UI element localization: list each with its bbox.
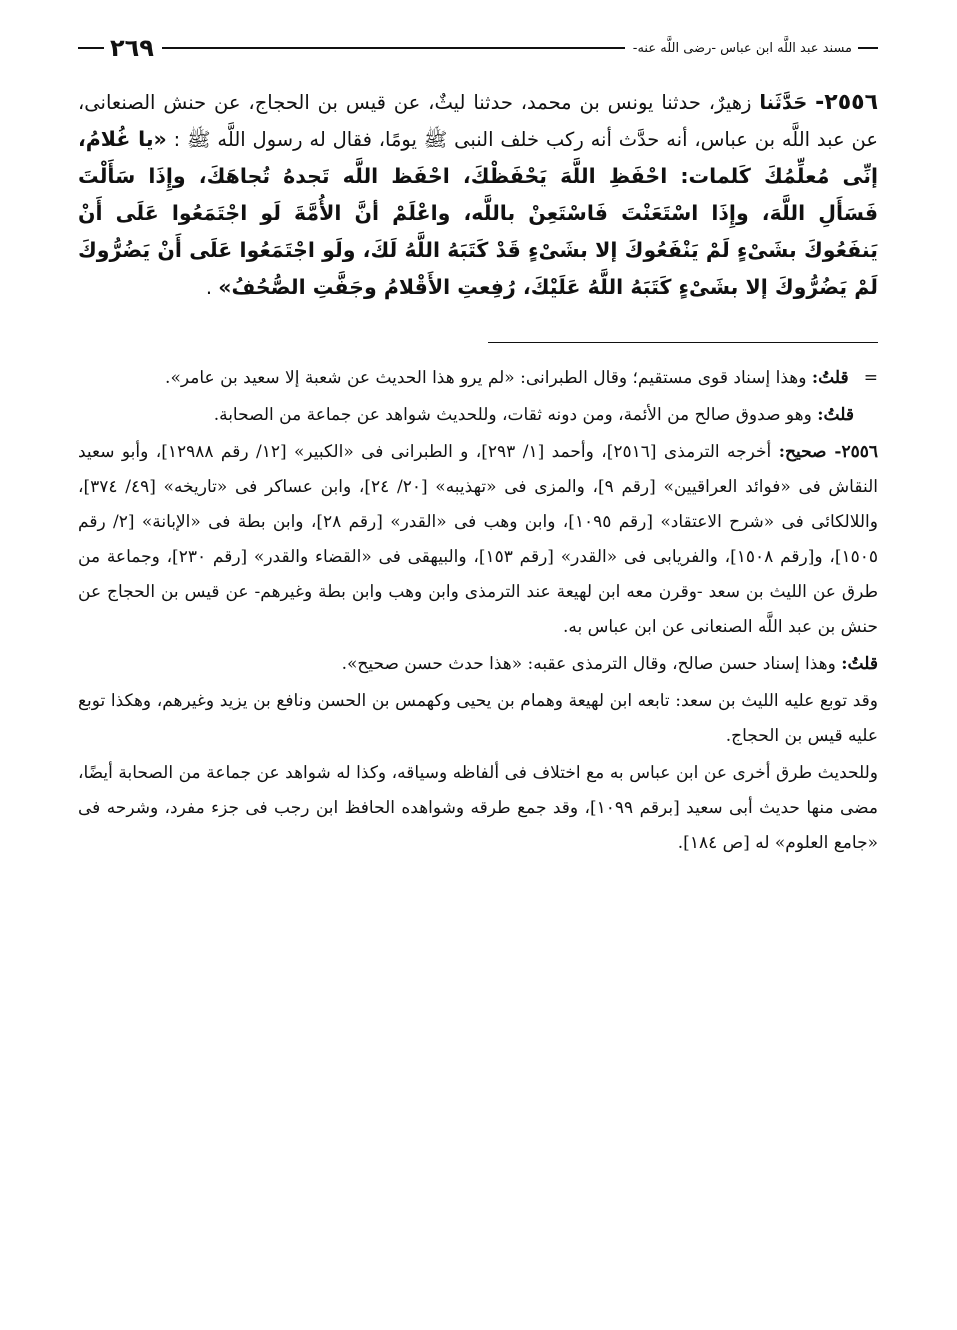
hadith-end: . — [205, 276, 219, 299]
note-1-label: قلتُ: — [811, 368, 849, 388]
hadith-number: ٢٥٥٦- — [815, 90, 879, 115]
hadith-isnad-lead: حَدَّثَنا — [759, 91, 808, 114]
note-2-label: قلتُ: — [817, 405, 854, 425]
hadith-text — [78, 84, 878, 306]
book-page — [78, 30, 878, 1310]
continuation-mark: = — [863, 368, 878, 388]
header-dash-end — [78, 47, 104, 49]
header-rule — [162, 47, 625, 49]
footnote-separator — [488, 342, 878, 343]
note-3-label: قلتُ: — [841, 654, 878, 674]
takhrij — [78, 435, 878, 645]
note-1 — [78, 361, 878, 396]
note-2-text: وهو صدوق صالح من الأئمة، ومن دونه ثقات، وللحديث شواهد عن جماعة من الصحابة. — [213, 405, 812, 425]
note-1-text: وهذا إسناد قوى مستقيم؛ وقال الطبرانى: «لم يرو هذا الحديث عن شعبة إلا سعيد بن عامر». — [165, 368, 807, 388]
note-3-text: وهذا إسناد حسن صالح، وقال الترمذى عقبه: «هذا حدث حسن صحيح». — [341, 654, 836, 674]
paragraph-1: وقد توبع عليه الليث بن سعد: تابعه ابن لهيعة وهمام بن يحيى وكهمس بن الحسن ونافع بن يزيد وغيرهم، وهكذا توبع عليه قيس بن الحجاج. — [78, 691, 878, 746]
header-dash-start — [858, 47, 878, 49]
paragraph-2: وللحديث طرق أخرى عن ابن عباس به مع اختلاف فى ألفاظه وسياقه، وكذا له شواهد عن جماعة من الصحابة أيضًا، مضى منها حديث أبى سعيد [برقم ١٠٩٩]، وقد جمع طرقه وشواهده الحافظ ابن رجب فى جزء مفرد، وشرحه فى «جامع العلوم» له [ص ١٨٤]. — [78, 763, 878, 853]
hadith-matn: «يا غُلامُ، إنِّى مُعلِّمُكَ كَلمات: احْفَظِ اللَّهَ يَحْفَظْكَ، احْفَظ اللَّه تَجدهُ تُجاهَكَ، وإِذَا سَأَلْتَ فَسَأَلِ اللَّهَ، وإِذَا اسْتَعَنْتَ فَاسْتَعِنْ باللَّه، واعْلَمْ أنَّ الأُمَّةَ لَو اجْتَمَعُوا عَلَى أَنْ يَنفَعُوكَ بشَىْءٍ لَمْ يَنْفَعُوكَ إلا بشَىْءٍ قَدْ كَتَبَهُ اللَّهُ لَكَ، ولَو اجْتَمَعُوا عَلَى أَنْ يَضُرُّوكَ لَمْ يَضُرُّوكَ إلا بشَىْءٍ كَتَبَهُ اللَّهُ عَلَيْكَ، رُفِعتِ الأَقْلامُ وجَفَّتِ الصُّحُفُ» — [78, 127, 878, 299]
note-2 — [78, 398, 878, 433]
hadith-isnad: زهيرٌ، حدثنا يونس بن محمد، حدثنا ليثٌ، عن قيس بن الحجاج، عن حنش الصنعانى، عن عبد اللَّه بن عباس، أنه حدَّث أنه ركب خلف النبى ﷺ يومًا، فقال له رسول اللَّه ﷺ : — [78, 91, 878, 151]
takhrij-text: أخرجه الترمذى [٢٥١٦]، وأحمد [١/ ٢٩٣]، و الطبرانى فى «الكبير» [١٢/ رقم ١٢٩٨٨]، وأبو سعيد النقاش فى «فوائد العراقيين» [رقم ٩]، والمزى فى «تهذيبه» [٢٠/ ٢٤]، وابن عساكر فى «تاريخه» [٤٩/ ٣٧٤]، واللالكائى فى «شرح الاعتقاد» [رقم ١٠٩٥]، وابن وهب فى «القدر» [رقم ٢٨]، وابن بطة فى «الإبانة» [٢/ رقم ١٥٠٥]، و[رقم ١٥٠٨]، والفريابى فى «القدر» [رقم ١٥٣]، والبيهقى فى «القضاء والقدر» [رقم ٢٣٠]، وجماعة من طرق عن الليث بن سعد -وقرن معه ابن لهيعة عند الترمذى وابن وهب وابن بطة وغيرهم- عن قيس بن الحجاج عن حنش بن عبد اللَّه الصنعانى عن ابن عباس به. — [78, 442, 878, 637]
page-number: ٢٦٩ — [110, 34, 154, 62]
note-3 — [78, 647, 878, 682]
footnotes — [78, 361, 878, 861]
footnote-separator-wrap — [78, 306, 878, 361]
takhrij-label: ٢٥٥٦- صحيح: — [778, 442, 878, 462]
page-header — [78, 30, 878, 66]
running-title: مسند عبد اللَّه ابن عباس -رضى اللَّه عنه- — [632, 40, 852, 56]
